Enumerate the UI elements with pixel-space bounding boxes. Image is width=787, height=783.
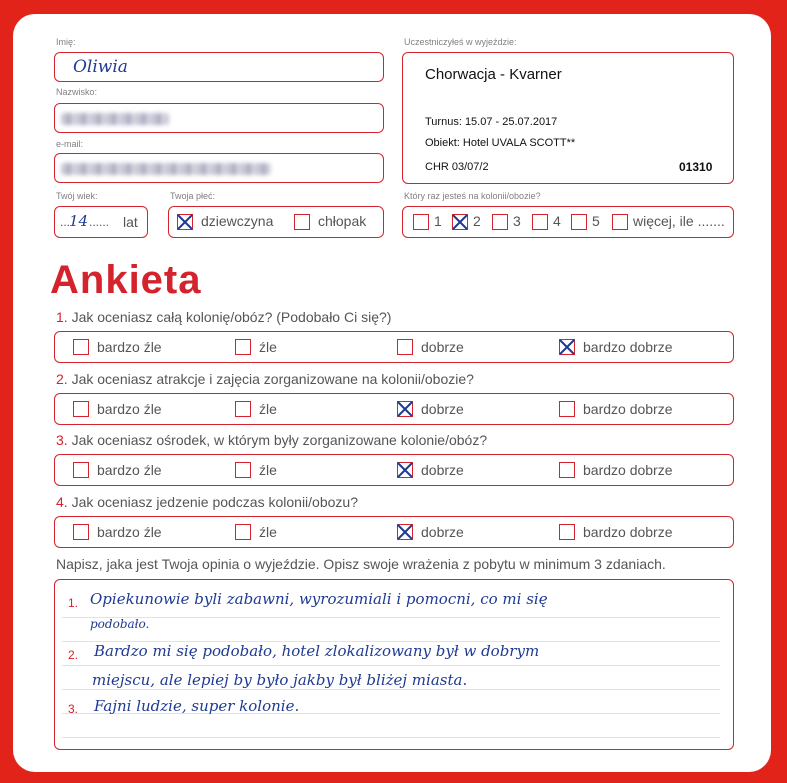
gender-option-boy: chłopak [318,213,367,229]
times-checkbox-1[interactable] [413,214,429,230]
gender-checkbox-girl[interactable] [177,214,193,230]
q2-option-bardzo-dobrze: bardzo dobrze [583,401,673,417]
q3-checkbox-bardzo-zle[interactable] [73,462,89,478]
q4-option-bardzo-dobrze: bardzo dobrze [583,524,673,540]
question-2-text: Jak oceniasz atrakcje i zajęcia zorganizowane na kolonii/obozie? [71,371,474,387]
opinion-prompt: Napisz, jaka jest Twoja opinia o wyjeździe. Opisz swoje wrażenia z pobytu w minimum 3 zdaniach. [56,556,666,572]
trip-destination: Chorwacja - Kvarner [425,66,562,83]
question-1-answers [54,331,734,363]
email-field[interactable] [54,153,384,183]
age-label: Twój wiek: [56,191,98,201]
trip-card [402,52,734,184]
q4-option-bardzo-zle: bardzo źle [97,524,162,540]
opinion-line-4: miejscu, ale lepiej by było jakby był bliżej miasta. [92,671,468,689]
gender-field [168,206,384,238]
question-1-text: Jak oceniasz całą kolonię/obóz? (Podobało Ci się?) [71,309,392,325]
gender-checkbox-boy[interactable] [294,214,310,230]
q1-option-bardzo-dobrze: bardzo dobrze [583,339,673,355]
q1-checkbox-bardzo-zle[interactable] [73,339,89,355]
q1-checkbox-zle[interactable] [235,339,251,355]
q2-checkbox-dobrze[interactable] [397,401,413,417]
question-2 [56,371,474,387]
trip-number: 01310 [679,160,713,174]
q3-checkbox-zle[interactable] [235,462,251,478]
question-3 [56,432,487,448]
question-4-number: 4. [56,494,68,510]
times-checkbox-5[interactable] [571,214,587,230]
name-value: Oliwia [73,57,128,77]
q3-option-dobrze: dobrze [421,462,464,478]
q2-option-dobrze: dobrze [421,401,464,417]
times-option-2: 2 [473,213,481,229]
question-4-answers [54,516,734,548]
question-1-number: 1. [56,309,68,325]
q1-checkbox-bardzo-dobrze[interactable] [559,339,575,355]
gender-option-girl: dziewczyna [201,213,274,229]
times-label: Który raz jesteś na kolonii/obozie? [404,191,541,201]
email-label: e-mail: [56,139,84,149]
question-1 [56,309,391,325]
age-field[interactable] [54,206,148,238]
times-option-more: więcej, ile ....... [633,213,725,229]
question-2-number: 2. [56,371,68,387]
opinion-line-5: Fajni ludzie, super kolonie. [94,697,300,715]
times-option-4: 4 [553,213,561,229]
q4-checkbox-bardzo-dobrze[interactable] [559,524,575,540]
times-checkbox-more[interactable] [612,214,628,230]
q4-checkbox-zle[interactable] [235,524,251,540]
trip-turnus: Turnus: 15.07 - 25.07.2017 [425,116,558,128]
surname-label: Nazwisko: [56,87,98,97]
age-dots-after: ...... [89,215,110,229]
trip-code: CHR 03/07/2 [425,161,489,173]
question-3-answers [54,454,734,486]
question-4-text: Jak oceniasz jedzenie podczas kolonii/obozu? [71,494,358,510]
q4-checkbox-dobrze[interactable] [397,524,413,540]
question-3-text: Jak oceniasz ośrodek, w którym były zorganizowane kolonie/obóz? [71,432,488,448]
times-checkbox-3[interactable] [492,214,508,230]
q2-checkbox-bardzo-dobrze[interactable] [559,401,575,417]
opinion-line-rule-4 [62,689,720,690]
times-checkbox-4[interactable] [532,214,548,230]
opinion-line-2: podobało. [90,617,150,631]
opinion-number-3: 3. [68,702,79,716]
times-field [402,206,734,238]
opinion-line-rule-1 [62,617,720,618]
opinion-line-1: Opiekunowie byli zabawni, wyrozumiali i pomocni, co mi się [90,590,548,608]
times-option-1: 1 [434,213,442,229]
age-unit: lat [123,214,138,230]
q2-checkbox-zle[interactable] [235,401,251,417]
times-checkbox-2[interactable] [452,214,468,230]
q3-option-zle: źle [259,462,277,478]
q1-option-zle: źle [259,339,277,355]
surname-redacted [61,113,169,125]
trip-label: Uczestniczyłeś w wyjeździe: [404,37,517,47]
q4-option-dobrze: dobrze [421,524,464,540]
survey-title: Ankieta [50,258,202,302]
trip-obiekt: Obiekt: Hotel UVALA SCOTT** [425,137,576,149]
q3-option-bardzo-dobrze: bardzo dobrze [583,462,673,478]
surname-field[interactable] [54,103,384,133]
name-field[interactable] [54,52,384,82]
times-option-5: 5 [592,213,600,229]
opinion-number-1: 1. [68,596,79,610]
gender-label: Twoja płeć: [170,191,216,201]
question-2-answers [54,393,734,425]
q2-option-bardzo-zle: bardzo źle [97,401,162,417]
q3-option-bardzo-zle: bardzo źle [97,462,162,478]
q4-option-zle: źle [259,524,277,540]
question-3-number: 3. [56,432,68,448]
q2-checkbox-bardzo-zle[interactable] [73,401,89,417]
age-dots-before: ... [60,215,71,229]
age-value: 14 [69,212,89,230]
opinion-number-2: 2. [68,648,79,662]
opinion-line-rule-6 [62,737,720,738]
q1-option-dobrze: dobrze [421,339,464,355]
q1-option-bardzo-zle: bardzo źle [97,339,162,355]
q4-checkbox-bardzo-zle[interactable] [73,524,89,540]
q1-checkbox-dobrze[interactable] [397,339,413,355]
q2-option-zle: źle [259,401,277,417]
name-label: Imię: [56,37,76,47]
email-redacted [61,163,271,175]
opinion-line-rule-3 [62,665,720,666]
opinion-line-3: Bardzo mi się podobało, hotel zlokalizowany był w dobrym [94,642,540,660]
q3-checkbox-bardzo-dobrze[interactable] [559,462,575,478]
q3-checkbox-dobrze[interactable] [397,462,413,478]
question-4 [56,494,358,510]
times-option-3: 3 [513,213,521,229]
